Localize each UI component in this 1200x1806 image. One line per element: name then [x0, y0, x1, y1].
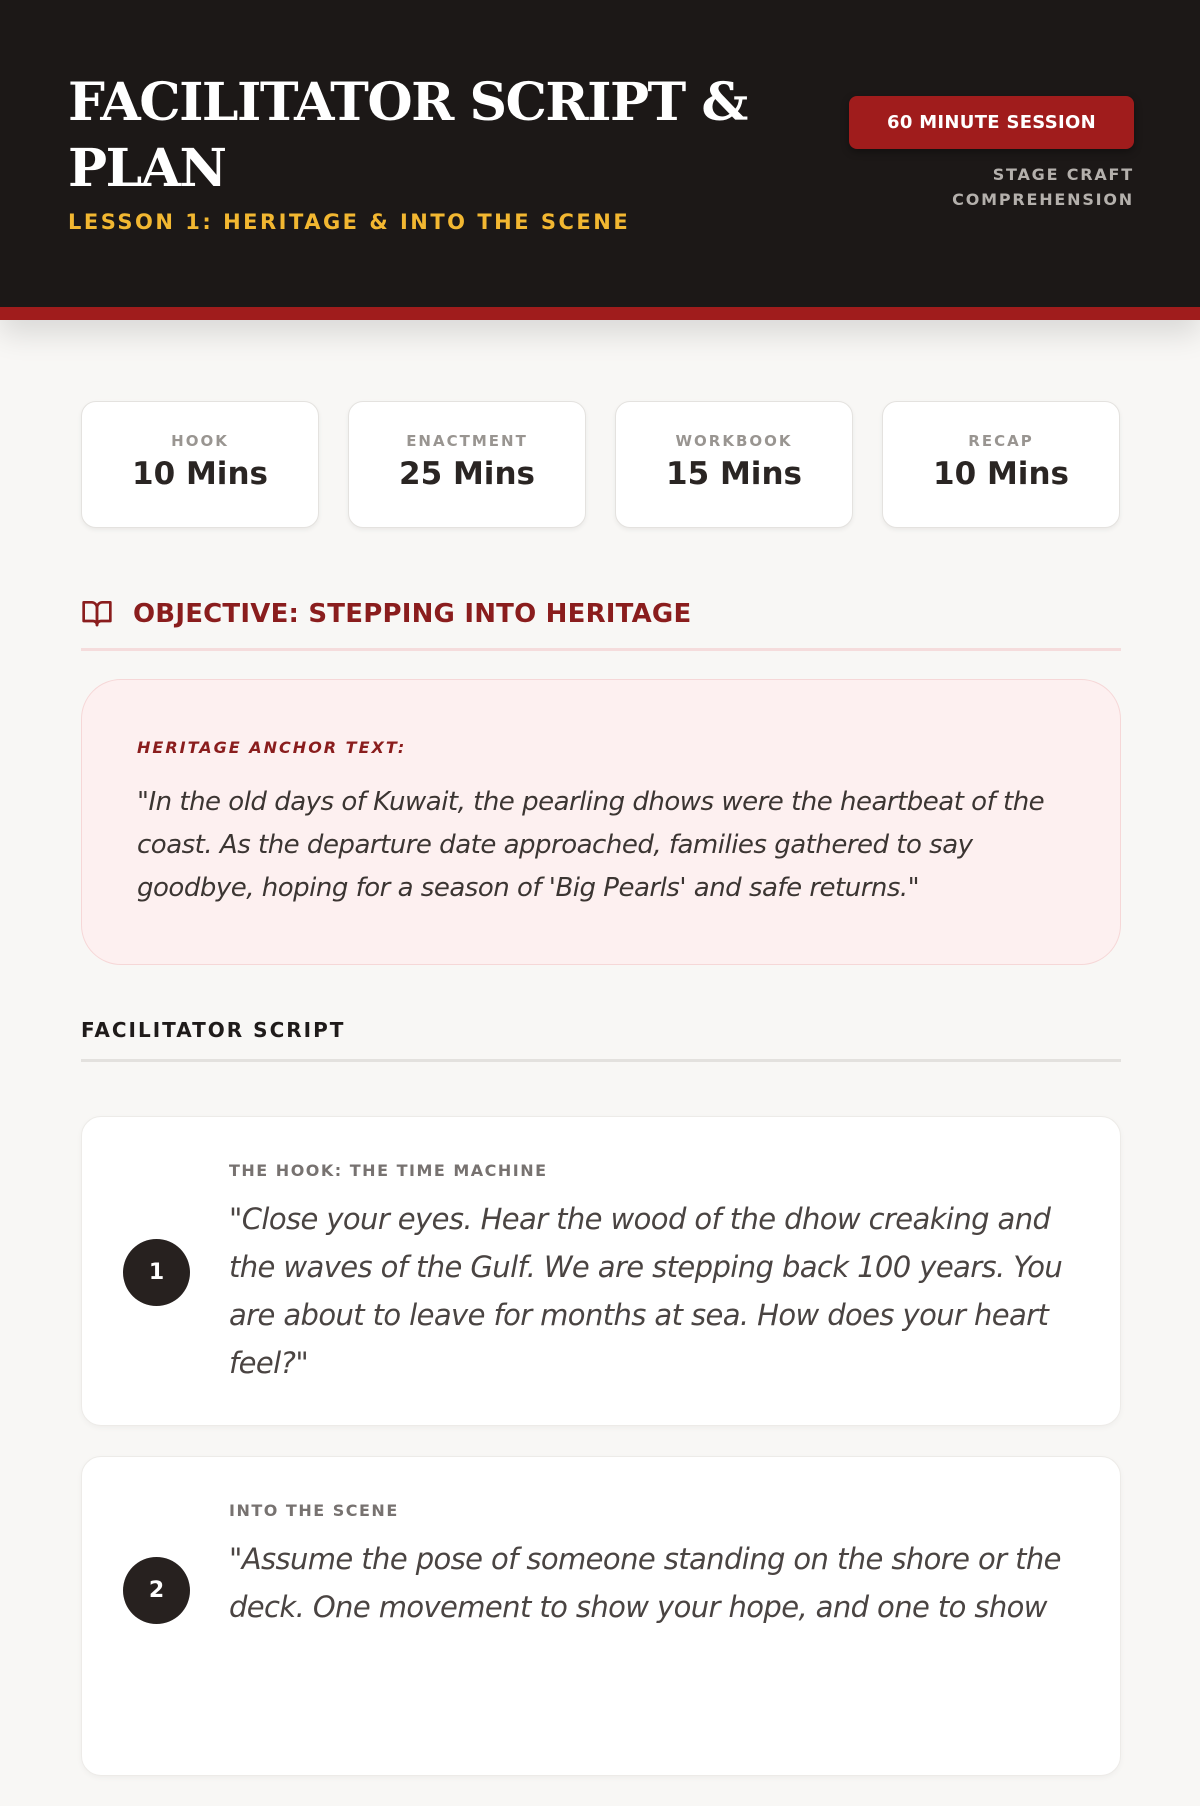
- step-label: THE HOOK: THE TIME MACHINE: [229, 1161, 548, 1180]
- time-card-value: 25 Mins: [399, 456, 535, 492]
- time-card-recap: [882, 401, 1120, 528]
- session-duration-badge: 60 MINUTE SESSION: [849, 96, 1134, 149]
- step-script-text: "Assume the pose of someone standing on the shore or the deck. One movement to show your hope, and one to show: [229, 1542, 1061, 1624]
- time-card-value: 10 Mins: [933, 456, 1069, 492]
- page-header: [0, 0, 1200, 320]
- heritage-anchor-text: "In the old days of Kuwait, the pearling dhows were the heartbeat of the coast. As the departure date approached, families gathered to say goodbye, hoping for a season of 'Big Pearls' and safe returns.": [137, 787, 1045, 903]
- lesson-subtitle: LESSON 1: HERITAGE & INTO THE SCENE: [68, 210, 631, 234]
- tag-comprehension: COMPREHENSION: [952, 190, 1134, 209]
- heritage-anchor-box: [81, 679, 1121, 965]
- time-card-label: RECAP: [968, 432, 1034, 450]
- time-card-label: HOOK: [171, 432, 229, 450]
- page-title: FACILITATOR SCRIPT & PLAN: [68, 72, 747, 199]
- time-breakdown: [81, 401, 1121, 528]
- time-card-value: 15 Mins: [666, 456, 802, 492]
- script-step-card: [81, 1456, 1121, 1776]
- time-card-label: ENACTMENT: [406, 432, 528, 450]
- script-step-card: [81, 1116, 1121, 1426]
- header-tags: [952, 162, 1134, 212]
- step-number-badge: 1: [123, 1239, 190, 1306]
- time-card-workbook: [615, 401, 853, 528]
- time-card-value: 10 Mins: [132, 456, 268, 492]
- facilitator-script-heading: FACILITATOR SCRIPT: [81, 1018, 1121, 1062]
- heritage-anchor-label: HERITAGE ANCHOR TEXT:: [137, 738, 407, 757]
- time-card-hook: [81, 401, 319, 528]
- objective-title: OBJECTIVE: STEPPING INTO HERITAGE: [133, 599, 692, 629]
- step-script-text: "Close your eyes. Hear the wood of the dhow creaking and the waves of the Gulf. We are stepping back 100 years. You are about to leave for months at sea. How does your heart feel?": [229, 1202, 1063, 1380]
- script-steps-list: [81, 1116, 1121, 1806]
- time-card-label: WORKBOOK: [675, 432, 793, 450]
- step-label: INTO THE SCENE: [229, 1501, 399, 1520]
- time-card-enactment: [348, 401, 586, 528]
- step-number-badge: 2: [123, 1557, 190, 1624]
- tag-stage-craft: STAGE CRAFT: [992, 165, 1134, 184]
- objective-section: [81, 594, 1121, 651]
- open-book-icon: [81, 597, 113, 629]
